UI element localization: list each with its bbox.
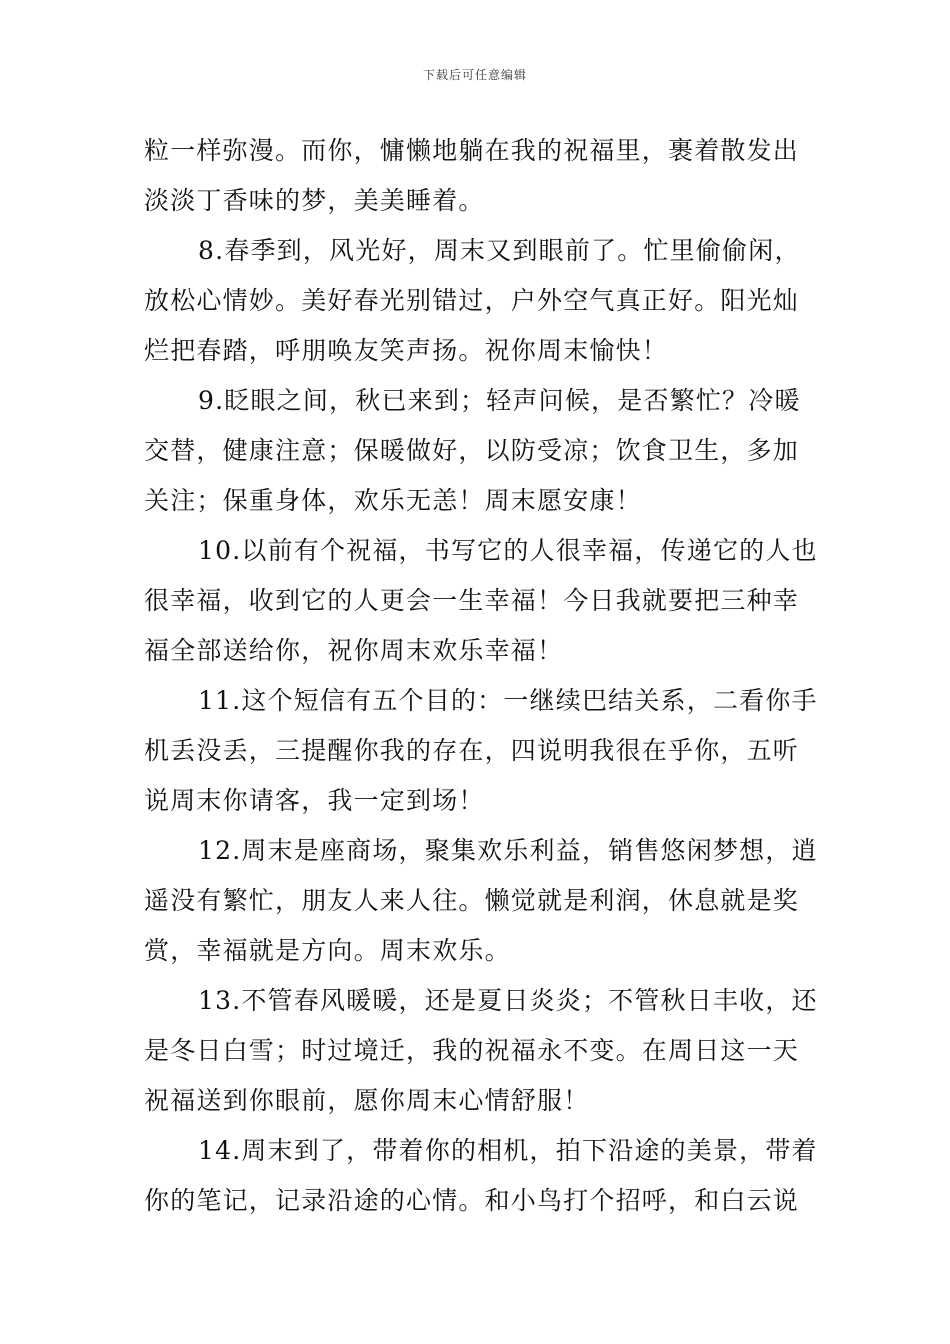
- text-line: 福全部送给你，祝你周末欢乐幸福！: [144, 636, 564, 665]
- text-line: 淡淡丁香味的梦，美美睡着。: [144, 186, 485, 215]
- text-line: 粒一样弥漫。而你，慵懒地躺在我的祝福里，裹着散发出: [144, 136, 800, 165]
- text-line: 祝福送到你眼前，愿你周末心情舒服！: [144, 1086, 590, 1115]
- text-line: 是冬日白雪；时过境迁，我的祝福永不变。在周日这一天: [144, 1036, 800, 1065]
- text-line: 机丢没丢，三提醒你我的存在，四说明我很在乎你，五听: [144, 736, 800, 765]
- text-line: 说周末你请客，我一定到场！: [144, 786, 485, 815]
- text-line: 交替，健康注意；保暖做好，以防受凉；饮食卫生，多加: [144, 436, 800, 465]
- text-line: 10.以前有个祝福，书写它的人很幸福，传递它的人也: [198, 536, 818, 565]
- document-body: [144, 126, 818, 1226]
- text-line: 遥没有繁忙，朋友人来人往。懒觉就是利润，休息就是奖: [144, 886, 800, 915]
- page-header: 下载后可任意编辑: [422, 68, 527, 82]
- text-line: 9.眨眼之间，秋已来到；轻声问候，是否繁忙？冷暖: [198, 386, 801, 415]
- text-line: 14.周末到了，带着你的相机，拍下沿途的美景，带着: [198, 1136, 818, 1165]
- text-line: 8.春季到，风光好，周末又到眼前了。忙里偷偷闲，: [198, 236, 801, 265]
- text-line: 赏，幸福就是方向。周末欢乐。: [144, 936, 511, 965]
- text-line: 很幸福，收到它的人更会一生幸福！今日我就要把三种幸: [144, 586, 800, 615]
- text-line: 你的笔记，记录沿途的心情。和小鸟打个招呼，和白云说: [144, 1186, 800, 1215]
- text-line: 13.不管春风暖暖，还是夏日炎炎；不管秋日丰收，还: [198, 986, 818, 1015]
- text-line: 11.这个短信有五个目的：一继续巴结关系，二看你手: [198, 686, 818, 715]
- text-line: 12.周末是座商场，聚集欢乐利益，销售悠闲梦想，逍: [198, 836, 818, 865]
- text-line: 烂把春踏，呼朋唤友笑声扬。祝你周末愉快！: [144, 336, 669, 365]
- text-line: 关注；保重身体，欢乐无恙！周末愿安康！: [144, 486, 642, 515]
- text-line: 放松心情妙。美好春光别错过，户外空气真正好。阳光灿: [144, 286, 800, 315]
